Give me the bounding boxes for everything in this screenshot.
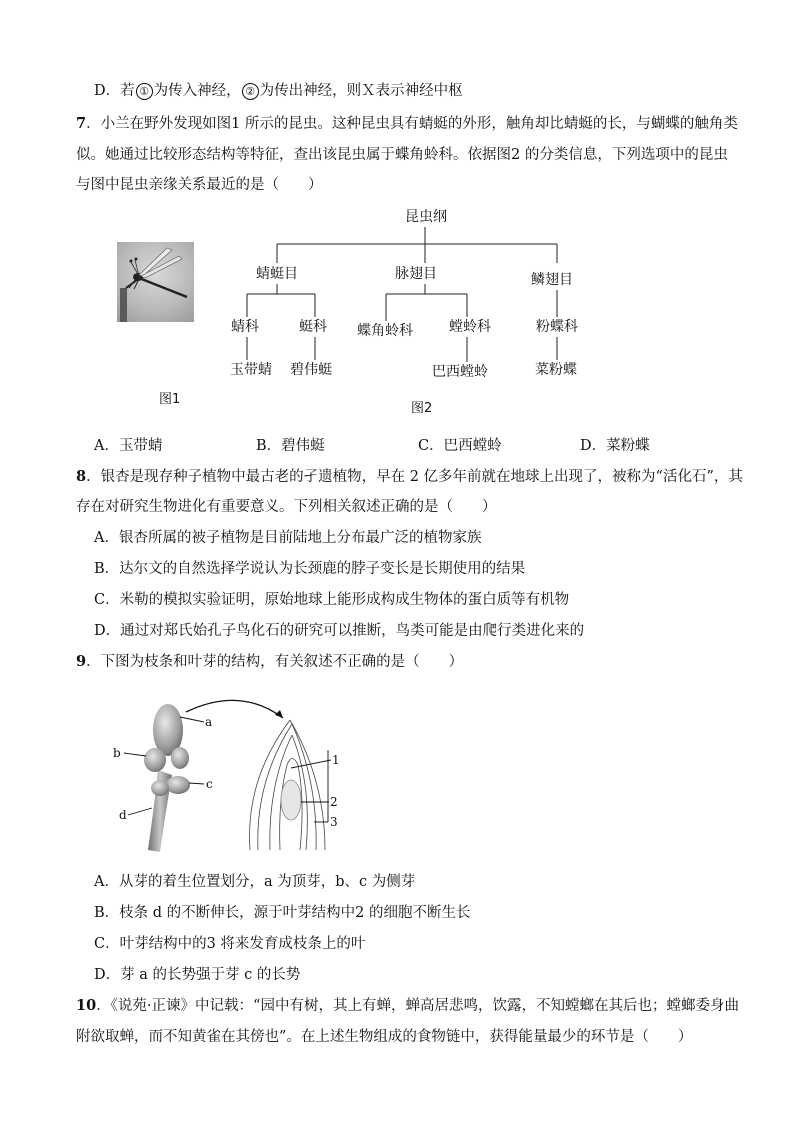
circled-number-2: ② bbox=[242, 83, 259, 100]
tree-species-1: 玉带蜻 bbox=[230, 362, 272, 378]
q6-option-d-rest: 为传出神经，则Ｘ表示神经中枢 bbox=[259, 83, 463, 99]
classification-tree-lines bbox=[0, 0, 794, 420]
q8-option-c: C．米勒的模拟实验证明，原始地球上能形成构成生物体的蛋白质等有机物 bbox=[94, 592, 570, 608]
tree-order-lepidoptera: 鳞翅目 bbox=[531, 272, 573, 288]
label-3: 3 bbox=[330, 815, 338, 829]
label-2: 2 bbox=[330, 795, 338, 809]
q9-text-1: ．下图为枝条和叶芽的结构，有关叙述不正确的是（ ） bbox=[86, 654, 464, 670]
leaf-bud-section-icon bbox=[250, 720, 326, 850]
label-1: 1 bbox=[332, 753, 340, 767]
q7-option-c: C．巴西螳蛉 bbox=[418, 438, 502, 454]
label-c: c bbox=[206, 777, 213, 791]
tree-family-aeshnidae: 蜓科 bbox=[299, 319, 327, 335]
q10-line-2: 附欲取蝉，而不知黄雀在其傍也”。在上述生物组成的食物链中，获得能量最少的环节是（ ） bbox=[76, 1029, 693, 1045]
q8-option-b: B．达尔文的自然选择学说认为长颈鹿的脖子变长是长期使用的结果 bbox=[94, 561, 526, 577]
label-a: a bbox=[205, 715, 213, 729]
tree-species-3: 巴西螳蛉 bbox=[432, 364, 488, 380]
q10-text-1: ．《说苑·正谏》中记载：“园中有树，其上有蝉，蝉高居悲鸣，饮露，不知螳螂在其后也；螳螂委身曲 bbox=[96, 998, 739, 1014]
q8-option-a: A．银杏所属的被子植物是目前陆地上分布最广泛的植物家族 bbox=[94, 530, 482, 546]
q7-option-a: A．玉带蜻 bbox=[94, 438, 163, 454]
tree-family-ascalaphidae: 蝶角蛉科 bbox=[357, 323, 413, 339]
q9-line-1 bbox=[76, 652, 463, 672]
q7-option-d: D．菜粉蝶 bbox=[580, 438, 650, 454]
q9-option-d: D．芽 a 的长势强于芽 c 的长势 bbox=[94, 967, 301, 983]
q9-option-c: C．叶芽结构中的3 将来发育成枝条上的叶 bbox=[94, 936, 366, 952]
q8-line-2: 存在对研究生物进化有重要意义。下列相关叙述正确的是（ ） bbox=[76, 499, 497, 515]
tree-family-mantispidae: 螳蛉科 bbox=[449, 319, 491, 335]
q8-text-1: ．银杏是现存种子植物中最古老的孑遗植物，早在 2 亿多年前就在地球上出现了，被称为“活化石”，其 bbox=[86, 469, 743, 485]
q6-option-d-prefix: D．若 bbox=[94, 83, 135, 99]
q9-option-a: A．从芽的着生位置划分，a 为顶芽，b、c 为侧芽 bbox=[94, 874, 416, 890]
q10-number: 10 bbox=[76, 997, 97, 1014]
branch-and-bud-diagram bbox=[100, 690, 360, 860]
q8-option-d: D．通过对郑氏始孔子鸟化石的研究可以推断，鸟类可能是由爬行类进化来的 bbox=[94, 623, 585, 639]
tree-order-neuroptera: 脉翅目 bbox=[395, 266, 437, 282]
q7-text-1: ．小兰在野外发现如图1 所示的昆虫。这种昆虫具有蜻蜓的外形，触角却比蜻蜓的长，与蝴蝶的触角类 bbox=[86, 116, 738, 132]
branch-icon bbox=[144, 704, 190, 852]
q8-number: 8 bbox=[76, 468, 87, 485]
q7-number: 7 bbox=[76, 115, 87, 132]
q10-line-1 bbox=[76, 996, 739, 1016]
tree-species-4: 菜粉蝶 bbox=[535, 362, 577, 378]
tree-family-pieridae: 粉蝶科 bbox=[536, 319, 578, 335]
tree-family-libellulidae: 蜻科 bbox=[231, 319, 259, 335]
q8-line-1 bbox=[76, 467, 743, 487]
q9-option-b: B．枝条 d 的不断伸长，源于叶芽结构中2 的细胞不断生长 bbox=[94, 905, 471, 921]
tree-species-2: 碧伟蜓 bbox=[290, 362, 332, 378]
q7-option-b: B．碧伟蜓 bbox=[256, 438, 325, 454]
figure-2-caption: 图2 bbox=[411, 401, 433, 416]
circled-number-1: ① bbox=[136, 83, 153, 100]
q7-line-2: 似。她通过比较形态结构等特征，查出该昆虫属于蝶角蛉科。依据图2 的分类信息，下列选项中的昆虫 bbox=[76, 147, 728, 163]
q9-number: 9 bbox=[76, 653, 87, 670]
q7-line-3: 与图中昆虫亲缘关系最近的是（ ） bbox=[76, 177, 323, 193]
tree-order-odonata: 蜻蜓目 bbox=[256, 266, 298, 282]
label-b: b bbox=[113, 746, 121, 760]
label-d: d bbox=[119, 808, 127, 822]
figure-1-caption: 图1 bbox=[159, 392, 181, 407]
q6-option-d-mid: 为传入神经， bbox=[153, 83, 241, 99]
tree-root-class: 昆虫纲 bbox=[405, 209, 447, 225]
